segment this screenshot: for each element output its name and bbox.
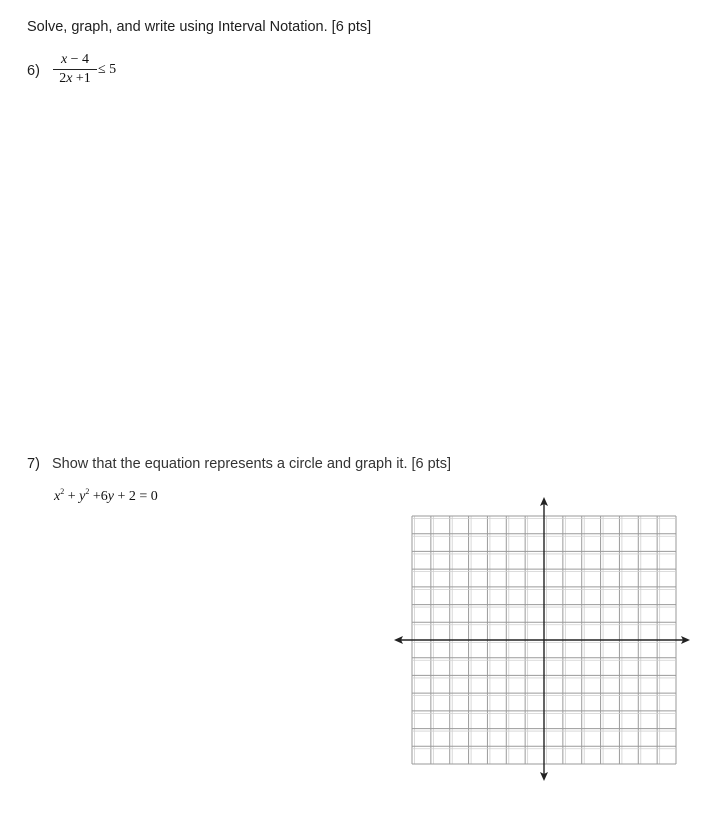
coordinate-grid-svg[interactable] <box>390 496 690 781</box>
problem-6-number: 6) <box>27 63 40 79</box>
denominator-variable: x <box>66 71 73 86</box>
numerator-variable: x <box>60 52 68 67</box>
eq-rest: + 2 = 0 <box>113 489 158 504</box>
eq-y-exponent: 2 <box>85 487 90 496</box>
instructions: Solve, graph, and write using Interval Notation. [6 pts] <box>27 19 372 35</box>
numerator-rest: − 4 <box>67 52 90 67</box>
eq-y-linear: y <box>107 489 114 504</box>
problem-6-relation: ≤ 5 <box>98 62 117 77</box>
problem-6-fraction <box>53 52 97 87</box>
coordinate-grid[interactable] <box>390 496 690 781</box>
problem-7-number: 7) <box>27 456 40 472</box>
eq-plus-6: +6 <box>89 489 108 504</box>
problem-7-equation <box>54 487 158 505</box>
fraction-bar <box>53 69 97 70</box>
fraction-denominator <box>53 71 97 87</box>
denominator-coefficient: 2 <box>59 71 67 86</box>
eq-x: x <box>54 489 61 504</box>
denominator-rest: +1 <box>72 71 91 86</box>
problem-7-prompt: Show that the equation represents a circle and graph it. [6 pts] <box>52 456 451 472</box>
eq-x-exponent: 2 <box>60 487 65 496</box>
fraction-numerator <box>53 52 97 68</box>
eq-plus-1: + <box>64 489 80 504</box>
eq-y: y <box>79 489 86 504</box>
